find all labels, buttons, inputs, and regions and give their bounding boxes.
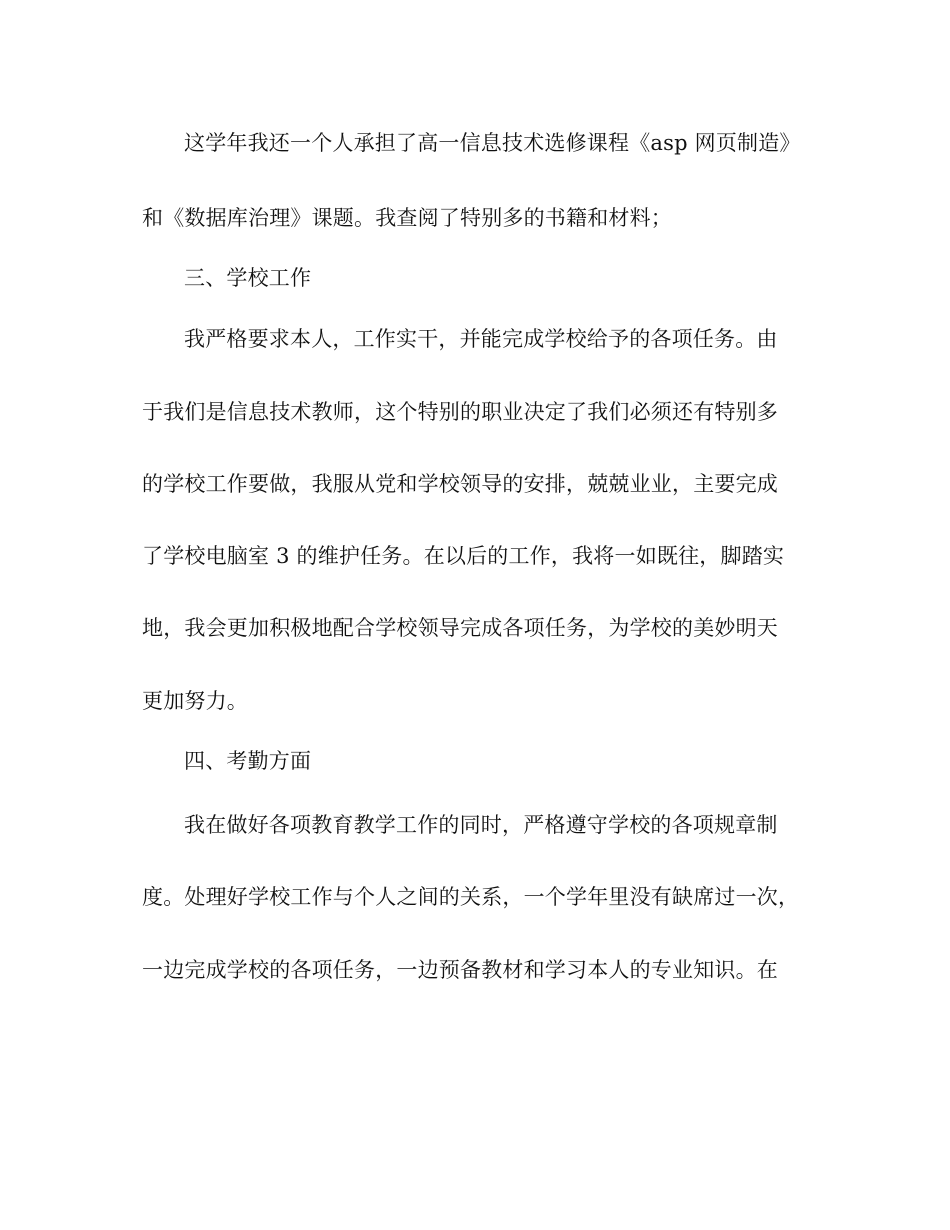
paragraph-line: 这学年我还一个人承担了高一信息技术选修课程《asp 网页制造》: [184, 131, 801, 155]
paragraph-line: 于我们是信息技术教师，这个特别的职业决定了我们必须还有特别多: [142, 400, 778, 424]
paragraph-line: 和《数据库治理》课题。我查阅了特别多的书籍和材料；: [142, 206, 672, 230]
paragraph-line: 更加努力。: [142, 689, 248, 713]
paragraph-line: 我在做好各项教育教学工作的同时，严格遵守学校的各项规章制: [184, 813, 778, 837]
paragraph-line: 地，我会更加积极地配合学校领导完成各项任务，为学校的美妙明天: [142, 616, 778, 640]
paragraph-line: 一边完成学校的各项任务，一边预备教材和学习本人的专业知识。在: [142, 958, 778, 982]
paragraph-line: 的学校工作要做，我服从党和学校领导的安排，兢兢业业，主要完成: [142, 472, 778, 496]
paragraph-line: 度。处理好学校工作与个人之间的关系，一个学年里没有缺席过一次，: [142, 885, 800, 909]
paragraph-line: 了学校电脑室 3 的维护任务。在以后的工作，我将一如既往，脚踏实: [142, 544, 785, 568]
section-heading: 四、考勤方面: [184, 749, 312, 773]
paragraph-line: 我严格要求本人，工作实干，并能完成学校给予的各项任务。由: [184, 327, 778, 351]
section-heading: 三、学校工作: [184, 266, 312, 290]
